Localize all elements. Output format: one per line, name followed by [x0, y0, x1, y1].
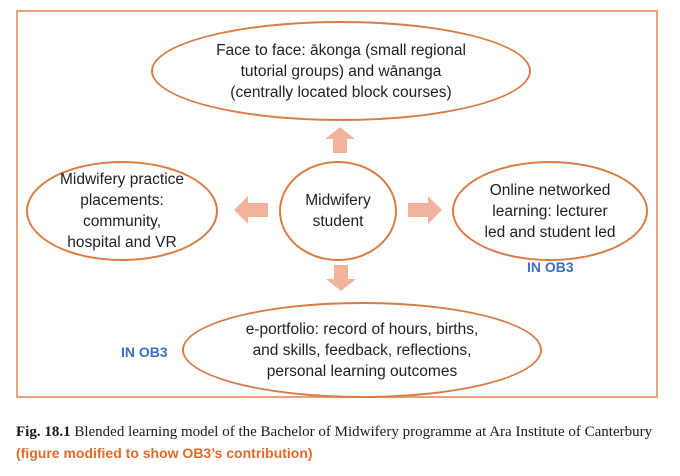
e-portfolio-label: e-portfolio: record of hours, births, and skills, feedback, reflections, personal learning outcomes [245, 320, 479, 380]
ob3-portfolio-annotation: IN OB3 [121, 344, 168, 360]
face-to-face-node [151, 21, 531, 121]
figure-number: Fig. 18.1 [16, 424, 71, 440]
figure-caption [16, 422, 662, 465]
practice-placements-node [26, 161, 218, 261]
arrow-down-icon [326, 265, 356, 291]
arrow-up-icon [325, 127, 355, 153]
caption-text: Blended learning model of the Bachelor of Midwifery programme at Ara Institute of Canterbury [74, 424, 653, 440]
e-portfolio-node [182, 302, 542, 398]
arrow-left-icon [234, 196, 268, 224]
midwifery-student-label: Midwifery student [305, 192, 371, 230]
modification-note: (figure modified to show OB3’s contribution) [16, 445, 313, 461]
face-to-face-label: Face to face: ākonga (small regional tutorial groups) and wānanga (centrally located block courses) [216, 41, 466, 101]
practice-placements-label: Midwifery practice placements: community, hospital and VR [59, 171, 185, 251]
arrow-right-icon [408, 196, 442, 224]
online-learning-node [452, 161, 648, 261]
online-learning-label: Online networked learning: lecturer led and student led [484, 181, 616, 241]
ob3-online-annotation: IN OB3 [527, 259, 574, 275]
midwifery-student-node [279, 161, 397, 261]
